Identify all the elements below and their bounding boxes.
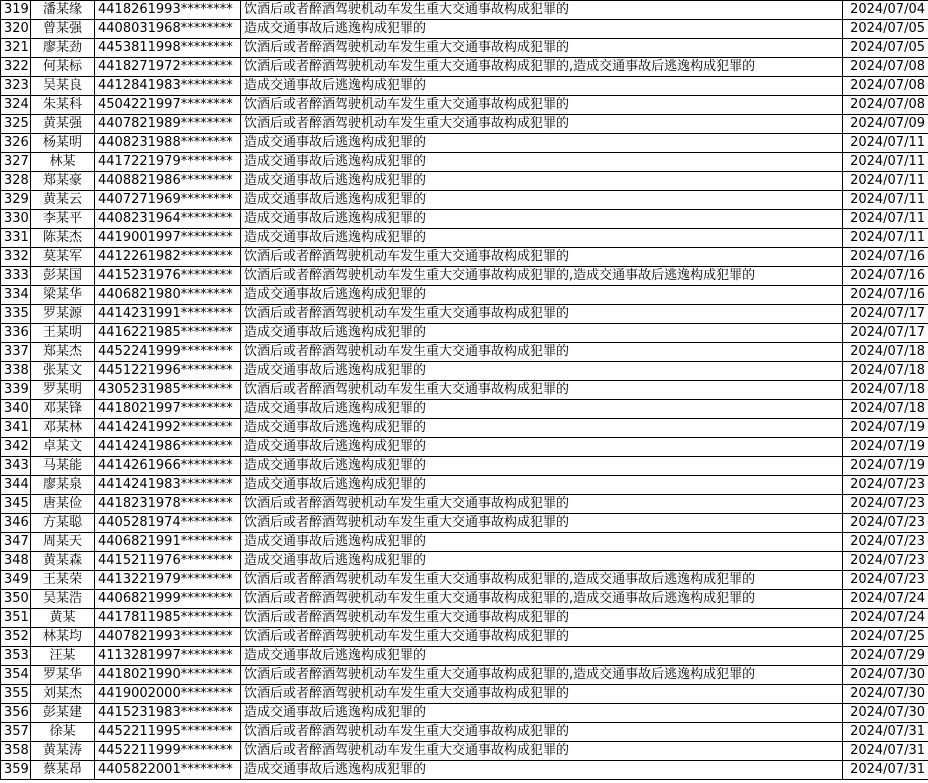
date-cell: 2024/07/31 (843, 761, 928, 780)
table-row (1, 609, 928, 628)
date-cell: 2024/07/30 (843, 685, 928, 704)
row-number-cell: 334 (1, 286, 31, 305)
id-number-cell: 4408031968******** (95, 20, 241, 39)
id-number-cell: 4418261993******** (95, 1, 241, 20)
person-name-cell: 罗某华 (31, 666, 95, 685)
date-cell: 2024/07/19 (843, 438, 928, 457)
date-cell: 2024/07/11 (843, 210, 928, 229)
person-name-cell: 唐某俭 (31, 495, 95, 514)
person-name-cell: 黄某森 (31, 552, 95, 571)
date-cell: 2024/07/08 (843, 77, 928, 96)
table-row (1, 1, 928, 20)
row-number-cell: 320 (1, 20, 31, 39)
row-number-cell: 332 (1, 248, 31, 267)
row-number-cell: 337 (1, 343, 31, 362)
date-cell: 2024/07/11 (843, 191, 928, 210)
date-cell: 2024/07/30 (843, 666, 928, 685)
offense-reason-cell: 饮酒后或者醉酒驾驶机动车发生重大交通事故构成犯罪的,造成交通事故后逃逸构成犯罪的 (241, 267, 843, 286)
person-name-cell: 林某 (31, 153, 95, 172)
person-name-cell: 罗某明 (31, 381, 95, 400)
date-cell: 2024/07/18 (843, 362, 928, 381)
date-cell: 2024/07/23 (843, 533, 928, 552)
table-row (1, 96, 928, 115)
table-row (1, 172, 928, 191)
table-row (1, 685, 928, 704)
offense-reason-cell: 造成交通事故后逃逸构成犯罪的 (241, 191, 843, 210)
date-cell: 2024/07/17 (843, 324, 928, 343)
row-number-cell: 349 (1, 571, 31, 590)
person-name-cell: 彭某建 (31, 704, 95, 723)
table-row (1, 438, 928, 457)
person-name-cell: 徐某 (31, 723, 95, 742)
row-number-cell: 336 (1, 324, 31, 343)
date-cell: 2024/07/05 (843, 20, 928, 39)
id-number-cell: 4305231985******** (95, 381, 241, 400)
date-cell: 2024/07/16 (843, 286, 928, 305)
offense-reason-cell: 饮酒后或者醉酒驾驶机动车发生重大交通事故构成犯罪的 (241, 514, 843, 533)
date-cell: 2024/07/17 (843, 305, 928, 324)
offense-reason-cell: 饮酒后或者醉酒驾驶机动车发生重大交通事故构成犯罪的 (241, 609, 843, 628)
id-number-cell: 4415211976******** (95, 552, 241, 571)
person-name-cell: 梁某华 (31, 286, 95, 305)
id-number-cell: 4414241992******** (95, 419, 241, 438)
row-number-cell: 335 (1, 305, 31, 324)
row-number-cell: 359 (1, 761, 31, 780)
id-number-cell: 4416221985******** (95, 324, 241, 343)
id-number-cell: 4452241999******** (95, 343, 241, 362)
id-number-cell: 4418021990******** (95, 666, 241, 685)
offense-reason-cell: 造成交通事故后逃逸构成犯罪的 (241, 400, 843, 419)
date-cell: 2024/07/31 (843, 723, 928, 742)
table-row (1, 666, 928, 685)
offense-reason-cell: 饮酒后或者醉酒驾驶机动车发生重大交通事故构成犯罪的 (241, 248, 843, 267)
id-number-cell: 4418021997******** (95, 400, 241, 419)
id-number-cell: 4419001997******** (95, 229, 241, 248)
row-number-cell: 327 (1, 153, 31, 172)
id-number-cell: 4414241983******** (95, 476, 241, 495)
offense-reason-cell: 饮酒后或者醉酒驾驶机动车发生重大交通事故构成犯罪的 (241, 343, 843, 362)
table-row (1, 457, 928, 476)
offense-reason-cell: 饮酒后或者醉酒驾驶机动车发生重大交通事故构成犯罪的 (241, 381, 843, 400)
row-number-cell: 351 (1, 609, 31, 628)
id-number-cell: 4418231978******** (95, 495, 241, 514)
id-number-cell: 4407821989******** (95, 115, 241, 134)
date-cell: 2024/07/24 (843, 609, 928, 628)
table-row (1, 704, 928, 723)
date-cell: 2024/07/08 (843, 96, 928, 115)
table-row (1, 343, 928, 362)
table-row (1, 647, 928, 666)
row-number-cell: 341 (1, 419, 31, 438)
table-row (1, 267, 928, 286)
id-number-cell: 4407271969******** (95, 191, 241, 210)
table-row (1, 153, 928, 172)
person-name-cell: 廖某劲 (31, 39, 95, 58)
person-name-cell: 何某标 (31, 58, 95, 77)
date-cell: 2024/07/11 (843, 229, 928, 248)
id-number-cell: 4418271972******** (95, 58, 241, 77)
person-name-cell: 朱某科 (31, 96, 95, 115)
person-name-cell: 王某明 (31, 324, 95, 343)
id-number-cell: 4415231983******** (95, 704, 241, 723)
row-number-cell: 321 (1, 39, 31, 58)
table-row (1, 39, 928, 58)
person-name-cell: 刘某杰 (31, 685, 95, 704)
person-name-cell: 邓某锋 (31, 400, 95, 419)
row-number-cell: 319 (1, 1, 31, 20)
offense-reason-cell: 造成交通事故后逃逸构成犯罪的 (241, 153, 843, 172)
id-number-cell: 4451221996******** (95, 362, 241, 381)
offense-reason-cell: 造成交通事故后逃逸构成犯罪的 (241, 533, 843, 552)
person-name-cell: 卓某文 (31, 438, 95, 457)
offense-reason-cell: 造成交通事故后逃逸构成犯罪的 (241, 704, 843, 723)
offense-reason-cell: 造成交通事故后逃逸构成犯罪的 (241, 134, 843, 153)
person-name-cell: 曾某强 (31, 20, 95, 39)
table-row (1, 362, 928, 381)
id-number-cell: 4504221997******** (95, 96, 241, 115)
id-number-cell: 4417811985******** (95, 609, 241, 628)
id-number-cell: 4452211999******** (95, 742, 241, 761)
id-number-cell: 4113281997******** (95, 647, 241, 666)
person-name-cell: 罗某源 (31, 305, 95, 324)
row-number-cell: 355 (1, 685, 31, 704)
offense-reason-cell: 饮酒后或者醉酒驾驶机动车发生重大交通事故构成犯罪的 (241, 723, 843, 742)
table-row (1, 324, 928, 343)
offense-reason-cell: 造成交通事故后逃逸构成犯罪的 (241, 457, 843, 476)
offense-reason-cell: 造成交通事故后逃逸构成犯罪的 (241, 552, 843, 571)
row-number-cell: 324 (1, 96, 31, 115)
offense-reason-cell: 造成交通事故后逃逸构成犯罪的 (241, 20, 843, 39)
person-name-cell: 方某聪 (31, 514, 95, 533)
id-number-cell: 4408231964******** (95, 210, 241, 229)
date-cell: 2024/07/29 (843, 647, 928, 666)
row-number-cell: 343 (1, 457, 31, 476)
row-number-cell: 356 (1, 704, 31, 723)
table-row (1, 77, 928, 96)
offense-reason-cell: 造成交通事故后逃逸构成犯罪的 (241, 77, 843, 96)
row-number-cell: 348 (1, 552, 31, 571)
date-cell: 2024/07/11 (843, 134, 928, 153)
table-row (1, 210, 928, 229)
date-cell: 2024/07/11 (843, 172, 928, 191)
offense-reason-cell: 造成交通事故后逃逸构成犯罪的 (241, 419, 843, 438)
table-row (1, 476, 928, 495)
table-row (1, 229, 928, 248)
person-name-cell: 黄某云 (31, 191, 95, 210)
table-row (1, 286, 928, 305)
date-cell: 2024/07/19 (843, 457, 928, 476)
table-row (1, 590, 928, 609)
offense-reason-cell: 造成交通事故后逃逸构成犯罪的 (241, 761, 843, 780)
table-row (1, 419, 928, 438)
id-number-cell: 4407821993******** (95, 628, 241, 647)
person-name-cell: 张某文 (31, 362, 95, 381)
row-number-cell: 352 (1, 628, 31, 647)
person-name-cell: 蔡某昂 (31, 761, 95, 780)
person-name-cell: 廖某泉 (31, 476, 95, 495)
offense-reason-cell: 造成交通事故后逃逸构成犯罪的 (241, 286, 843, 305)
id-number-cell: 4417221979******** (95, 153, 241, 172)
offense-reason-cell: 造成交通事故后逃逸构成犯罪的 (241, 210, 843, 229)
row-number-cell: 323 (1, 77, 31, 96)
offense-reason-cell: 造成交通事故后逃逸构成犯罪的 (241, 362, 843, 381)
date-cell: 2024/07/25 (843, 628, 928, 647)
date-cell: 2024/07/23 (843, 571, 928, 590)
person-name-cell: 杨某明 (31, 134, 95, 153)
offense-reason-cell: 造成交通事故后逃逸构成犯罪的 (241, 476, 843, 495)
offense-reason-cell: 造成交通事故后逃逸构成犯罪的 (241, 229, 843, 248)
table-row (1, 723, 928, 742)
row-number-cell: 345 (1, 495, 31, 514)
id-number-cell: 4415231976******** (95, 267, 241, 286)
offense-reason-cell: 饮酒后或者醉酒驾驶机动车发生重大交通事故构成犯罪的,造成交通事故后逃逸构成犯罪的 (241, 571, 843, 590)
date-cell: 2024/07/31 (843, 742, 928, 761)
date-cell: 2024/07/18 (843, 400, 928, 419)
person-name-cell: 汪某 (31, 647, 95, 666)
date-cell: 2024/07/24 (843, 590, 928, 609)
table-row (1, 628, 928, 647)
id-number-cell: 4414241986******** (95, 438, 241, 457)
offense-reason-cell: 饮酒后或者醉酒驾驶机动车发生重大交通事故构成犯罪的 (241, 305, 843, 324)
id-number-cell: 4413221979******** (95, 571, 241, 590)
person-name-cell: 莫某军 (31, 248, 95, 267)
person-name-cell: 郑某豪 (31, 172, 95, 191)
person-name-cell: 陈某杰 (31, 229, 95, 248)
id-number-cell: 4406821999******** (95, 590, 241, 609)
offense-reason-cell: 饮酒后或者醉酒驾驶机动车发生重大交通事故构成犯罪的 (241, 685, 843, 704)
row-number-cell: 350 (1, 590, 31, 609)
date-cell: 2024/07/23 (843, 514, 928, 533)
table-row (1, 20, 928, 39)
table-row (1, 533, 928, 552)
offense-reason-cell: 饮酒后或者醉酒驾驶机动车发生重大交通事故构成犯罪的,造成交通事故后逃逸构成犯罪的 (241, 58, 843, 77)
row-number-cell: 328 (1, 172, 31, 191)
person-name-cell: 吴某良 (31, 77, 95, 96)
table-row (1, 305, 928, 324)
offense-reason-cell: 饮酒后或者醉酒驾驶机动车发生重大交通事故构成犯罪的 (241, 96, 843, 115)
offense-reason-cell: 饮酒后或者醉酒驾驶机动车发生重大交通事故构成犯罪的,造成交通事故后逃逸构成犯罪的 (241, 590, 843, 609)
person-name-cell: 彭某国 (31, 267, 95, 286)
id-number-cell: 4414261966******** (95, 457, 241, 476)
row-number-cell: 354 (1, 666, 31, 685)
date-cell: 2024/07/19 (843, 419, 928, 438)
id-number-cell: 4406821991******** (95, 533, 241, 552)
date-cell: 2024/07/23 (843, 552, 928, 571)
person-name-cell: 李某平 (31, 210, 95, 229)
offense-reason-cell: 饮酒后或者醉酒驾驶机动车发生重大交通事故构成犯罪的 (241, 1, 843, 20)
id-number-cell: 4405281974******** (95, 514, 241, 533)
date-cell: 2024/07/18 (843, 381, 928, 400)
offense-reason-cell: 饮酒后或者醉酒驾驶机动车发生重大交通事故构成犯罪的,造成交通事故后逃逸构成犯罪的 (241, 666, 843, 685)
offense-reason-cell: 造成交通事故后逃逸构成犯罪的 (241, 647, 843, 666)
date-cell: 2024/07/18 (843, 343, 928, 362)
row-number-cell: 333 (1, 267, 31, 286)
id-number-cell: 4412261982******** (95, 248, 241, 267)
table-row (1, 381, 928, 400)
date-cell: 2024/07/11 (843, 153, 928, 172)
table-row (1, 761, 928, 780)
row-number-cell: 344 (1, 476, 31, 495)
person-name-cell: 王某荣 (31, 571, 95, 590)
id-number-cell: 4405822001******** (95, 761, 241, 780)
offense-reason-cell: 造成交通事故后逃逸构成犯罪的 (241, 324, 843, 343)
table-row (1, 248, 928, 267)
table-row (1, 191, 928, 210)
offense-reason-cell: 饮酒后或者醉酒驾驶机动车发生重大交通事故构成犯罪的 (241, 115, 843, 134)
person-name-cell: 吴某浩 (31, 590, 95, 609)
date-cell: 2024/07/23 (843, 495, 928, 514)
offense-reason-cell: 造成交通事故后逃逸构成犯罪的 (241, 438, 843, 457)
table-row (1, 115, 928, 134)
table-row (1, 400, 928, 419)
person-name-cell: 林某均 (31, 628, 95, 647)
row-number-cell: 340 (1, 400, 31, 419)
date-cell: 2024/07/09 (843, 115, 928, 134)
id-number-cell: 4452211995******** (95, 723, 241, 742)
id-number-cell: 4419002000******** (95, 685, 241, 704)
person-name-cell: 黄某 (31, 609, 95, 628)
table-row (1, 742, 928, 761)
date-cell: 2024/07/04 (843, 1, 928, 20)
table-row (1, 571, 928, 590)
person-name-cell: 周某天 (31, 533, 95, 552)
date-cell: 2024/07/05 (843, 39, 928, 58)
table-row (1, 552, 928, 571)
offense-reason-cell: 饮酒后或者醉酒驾驶机动车发生重大交通事故构成犯罪的 (241, 495, 843, 514)
date-cell: 2024/07/08 (843, 58, 928, 77)
date-cell: 2024/07/23 (843, 476, 928, 495)
date-cell: 2024/07/16 (843, 248, 928, 267)
offense-reason-cell: 饮酒后或者醉酒驾驶机动车发生重大交通事故构成犯罪的 (241, 628, 843, 647)
offense-reason-cell: 饮酒后或者醉酒驾驶机动车发生重大交通事故构成犯罪的 (241, 39, 843, 58)
table-row (1, 134, 928, 153)
row-number-cell: 322 (1, 58, 31, 77)
offense-reason-cell: 饮酒后或者醉酒驾驶机动车发生重大交通事故构成犯罪的 (241, 742, 843, 761)
row-number-cell: 346 (1, 514, 31, 533)
table-row (1, 58, 928, 77)
id-number-cell: 4408821986******** (95, 172, 241, 191)
id-number-cell: 4453811998******** (95, 39, 241, 58)
row-number-cell: 329 (1, 191, 31, 210)
row-number-cell: 331 (1, 229, 31, 248)
id-number-cell: 4412841983******** (95, 77, 241, 96)
person-name-cell: 黄某涛 (31, 742, 95, 761)
date-cell: 2024/07/30 (843, 704, 928, 723)
offense-reason-cell: 造成交通事故后逃逸构成犯罪的 (241, 172, 843, 191)
id-number-cell: 4408231988******** (95, 134, 241, 153)
row-number-cell: 330 (1, 210, 31, 229)
row-number-cell: 326 (1, 134, 31, 153)
row-number-cell: 358 (1, 742, 31, 761)
person-name-cell: 潘某缘 (31, 1, 95, 20)
row-number-cell: 338 (1, 362, 31, 381)
person-name-cell: 马某能 (31, 457, 95, 476)
id-number-cell: 4414231991******** (95, 305, 241, 324)
table-row (1, 495, 928, 514)
records-table-body (1, 1, 928, 780)
row-number-cell: 342 (1, 438, 31, 457)
person-name-cell: 邓某林 (31, 419, 95, 438)
person-name-cell: 黄某强 (31, 115, 95, 134)
id-number-cell: 4406821980******** (95, 286, 241, 305)
row-number-cell: 325 (1, 115, 31, 134)
row-number-cell: 357 (1, 723, 31, 742)
person-name-cell: 郑某杰 (31, 343, 95, 362)
date-cell: 2024/07/16 (843, 267, 928, 286)
row-number-cell: 347 (1, 533, 31, 552)
row-number-cell: 339 (1, 381, 31, 400)
table-row (1, 514, 928, 533)
row-number-cell: 353 (1, 647, 31, 666)
